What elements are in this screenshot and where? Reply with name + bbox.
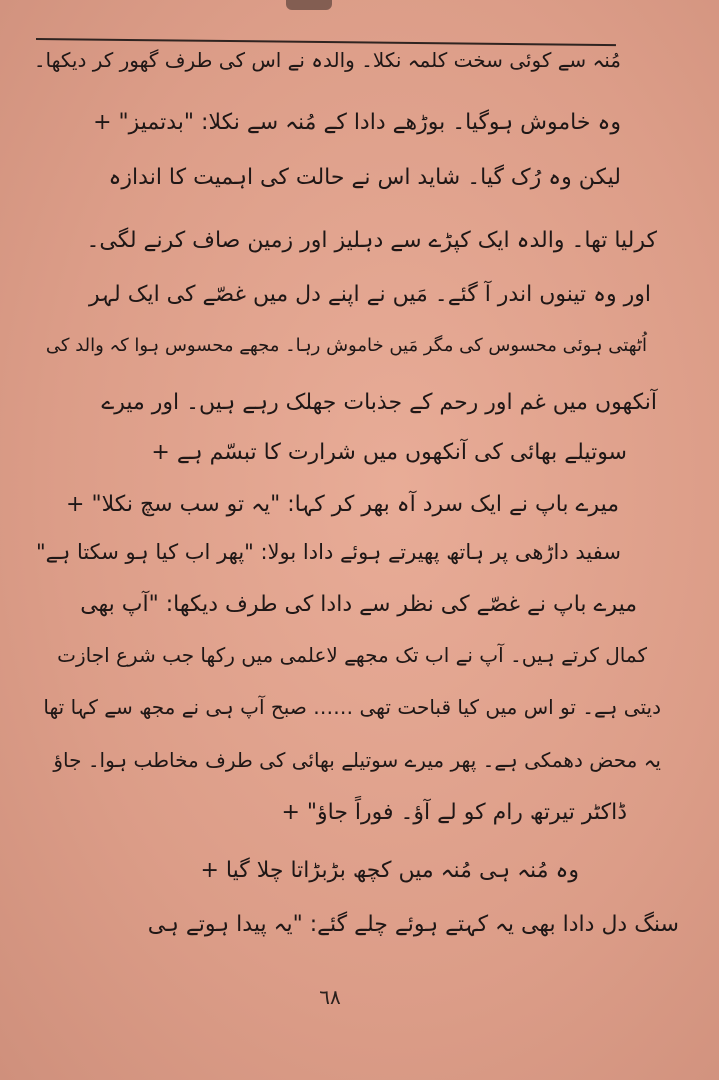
text-line: یہ محض دھمکی ہے۔ پھر میرے سوتیلے بھائی کی طرف مخاطب ہوا۔ جاؤ [53,748,661,772]
page-number: ٦٨ [319,985,341,1009]
text-line: مُنہ سے کوئی سخت کلمہ نکلا۔ والدہ نے اس کی طرف گھور کر دیکھا۔ [33,48,621,72]
text-line: وہ خاموش ہوگیا۔ بوڑھے دادا کے مُنہ سے نکلا: "بدتمیز" + [93,110,621,135]
text-line: سوتیلے بھائی کی آنکھوں میں شرارت کا تبسّم ہے + [151,440,627,465]
text-line: میرے باپ نے غصّے کی نظر سے دادا کی طرف دیکھا: "آپ بھی [80,592,637,617]
text-line: میرے باپ نے ایک سرد آہ بھر کر کہا: "یہ تو سب سچ نکلا" + [66,492,619,517]
text-line: کرلیا تھا۔ والدہ ایک کپڑے سے دہلیز اور زمین صاف کرنے لگی۔ [86,228,657,253]
text-line: آنکھوں میں غم اور رحم کے جذبات جھلک رہے ہیں۔ اور میرے [101,390,657,415]
text-line: اور وہ تینوں اندر آ گئے۔ مَیں نے اپنے دل میں غصّے کی ایک لہر [89,282,651,307]
text-line: کمال کرتے ہیں۔ آپ نے اب تک مجھے لاعلمی میں رکھا جب شرع اجازت [57,643,647,667]
text-line: دیتی ہے۔ تو اس میں کیا قباحت تھی …… صبح آپ ہی نے مجھ سے کہا تھا [43,695,661,719]
text-line: ڈاکٹر تیرتھ رام کو لے آؤ۔ فوراً جاؤ" + [281,800,627,825]
text-line: وہ مُنہ ہی مُنہ میں کچھ بڑبڑاتا چلا گیا + [200,858,579,883]
text-line: سنگ دل دادا بھی یہ کہتے ہوئے چلے گئے: "یہ پیدا ہوتے ہی [147,912,679,937]
text-line: سفید داڑھی پر ہاتھ پھیرتے ہوئے دادا بولا: "پھر اب کیا ہو سکتا ہے" [36,540,621,564]
text-line: اُٹھتی ہوئی محسوس کی مگر مَیں خاموش رہا۔ مجھے محسوس ہوا کہ والد کی [45,335,647,356]
header-rule [36,38,616,46]
running-header-smudge [286,0,332,10]
text-line: لیکن وہ رُک گیا۔ شاید اس نے حالت کی اہمیت کا اندازہ [108,165,621,190]
